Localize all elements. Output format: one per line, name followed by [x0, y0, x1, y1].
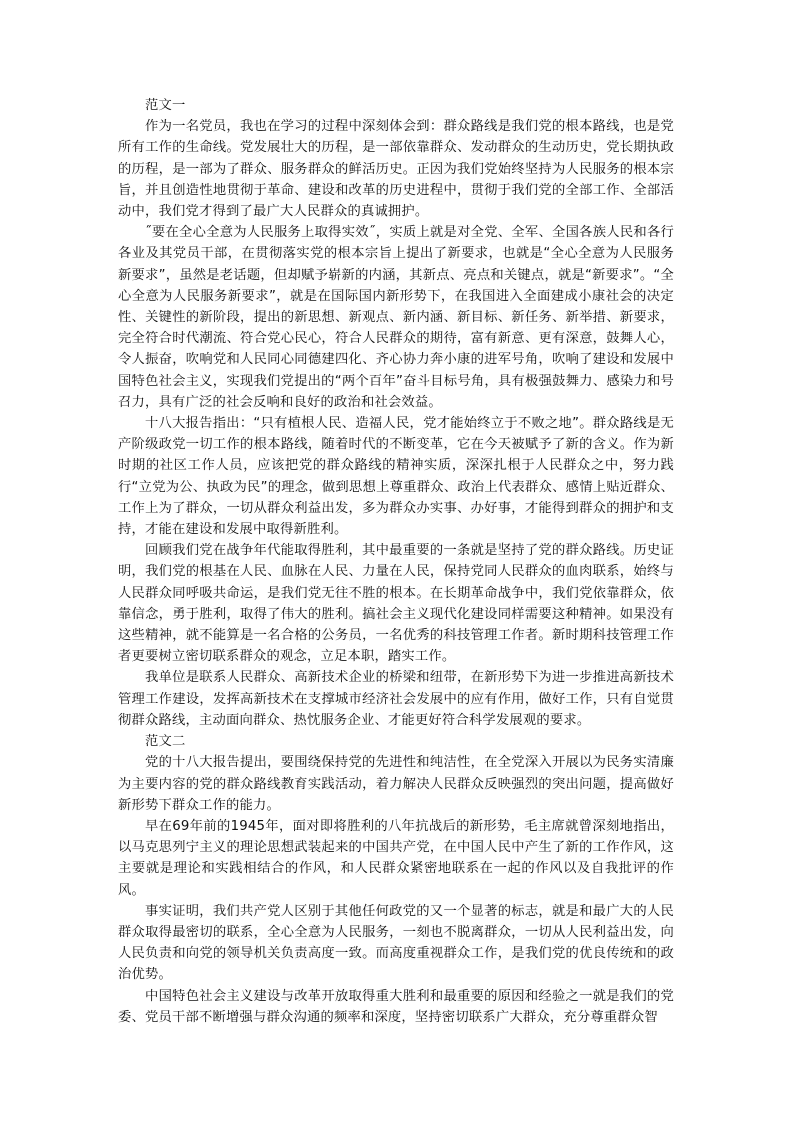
- section2-paragraph-4: 中国特色社会主义建设与改革开放取得重大胜利和最重要的原因和经验之一就是我们的党委、党员干部不断增强与群众沟通的频率和深度，坚持密切联系广大群众，充分尊重群众智: [118, 988, 674, 1025]
- section1-paragraph-2: ˝要在全心全意为人民服务上取得实效˝，实质上就是对全党、全军、全国各族人民和各行各业及其党员干部，在贯彻落实党的根本宗旨上提出了新要求，也就是“全心全意为人民服务新要求”，虽然是老话题，但却赋予崭新的内涵，其新点、亮点和关键点，就是“新要求”。“全心全意为人民服务新要求”，就是在国际国内新形势下，在我国进入全面建成小康社会的决定性、关键性的新阶段，提出的新思想、新观点、新内涵、新目标、新任务、新举措、新要求，完全符合时代潮流、符合党心民心，符合人民群众的期待，富有新意、更有深意，鼓舞人心，令人振奋，吹响党和人民同心同德建四化、齐心协力奔小康的进军号角，吹响了建设和发展中国特色社会主义，实现我们党提出的“两个百年”奋斗目标号角，具有极强鼓舞力、感染力和号召力，具有广泛的社会反响和良好的政治和社会效益。: [118, 225, 674, 410]
- section2-heading: 范文二: [145, 734, 186, 750]
- document-page: [118, 95, 674, 1028]
- section1-heading: 范文一: [145, 98, 186, 113]
- section2-paragraph-3: 事实证明，我们共产党人区别于其他任何政党的又一个显著的标志，就是和最广大的人民群众取得最密切的联系，全心全意为人民服务，一刻也不脱离群众，一切从人民利益出发，向人民负责和向党的领导机关负责高度一致。而高度重视群众工作，是我们党的优良传统和的政治优势。: [118, 903, 674, 983]
- section1-paragraph-1: 作为一名党员，我也在学习的过程中深刻体会到：群众路线是我们党的根本路线，也是党所有工作的生命线。党发展壮大的历程，是一部依靠群众、发动群众的生动历史，党长期执政的历程，是一部为了群众、服务群众的鲜活历史。正因为我们党始终坚持为人民服务的根本宗旨，并且创造性地贯彻于革命、建设和改革的历史进程中，贯彻于我们党的全部工作、全部活动中，我们党才得到了最广大人民群众的真诚拥护。: [118, 119, 674, 220]
- section1-paragraph-3: 十八大报告指出：“只有植根人民、造福人民，党才能始终立于不败之地”。群众路线是无产阶级政党一切工作的根本路线，随着时代的不断变革，它在今天被赋予了新的含义。作为新时期的社区工作人员，应该把党的群众路线的精神实质，深深扎根于人民群众之中，努力践行“立党为公、执政为民”的理念，做到思想上尊重群众、政治上代表群众、感情上贴近群众、工作上为了群众，一切从群众利益出发，多为群众办实事、办好事，才能得到群众的拥护和支持，才能在建设和发展中取得新胜利。: [118, 416, 674, 538]
- section2-paragraph-2: 早在69年前的1945年，面对即将胜利的八年抗战后的新形势，毛主席就曾深刻地指出，以马克思列宁主义的理论思想武装起来的中国共产党，在中国人民中产生了新的工作作风，这主要就是理论和实践相结合的作风，和人民群众紧密地联系在一起的作风以及自我批评的作风。: [118, 818, 674, 898]
- section1-paragraph-5: 我单位是联系人民群众、高新技术企业的桥梁和纽带，在新形势下为进一步推进高新技术管理工作建设，发挥高新技术在支撑城市经济社会发展中的应有作用，做好工作，只有自觉贯彻群众路线，主动面向群众、热忱服务企业、才能更好符合科学发展观的要求。: [118, 670, 674, 728]
- section1-paragraph-4: 回顾我们党在战争年代能取得胜利，其中最重要的一条就是坚持了党的群众路线。历史证明，我们党的根基在人民、血脉在人民、力量在人民，保持党同人民群众的血肉联系，始终与人民群众同呼吸共命运，是我们党无往不胜的根本。在长期革命战争中，我们党依靠群众，依靠信念，勇于胜利，取得了伟大的胜利。搞社会主义现代化建设同样需要这种精神。如果没有这些精神，就不能算是一名合格的公务员，一名优秀的科技管理工作者。新时期科技管理工作者更要树立密切联系群众的观念，立足本职，踏实工作。: [118, 543, 674, 665]
- section2-paragraph-1: 党的十八大报告提出，要围绕保持党的先进性和纯洁性，在全党深入开展以为民务实清廉为主要内容的党的群众路线教育实践活动，着力解决人民群众反映强烈的突出问题，提高做好新形势下群众工作的能力。: [118, 755, 674, 813]
